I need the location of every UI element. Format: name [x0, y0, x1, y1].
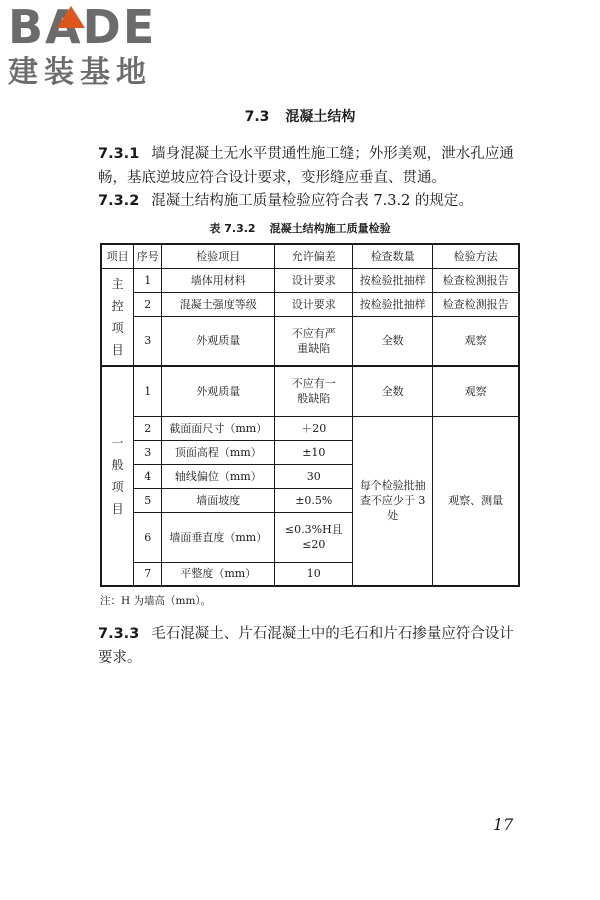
logo: [8, 2, 156, 90]
clause-text: 墙身混凝土无水平贯通性施工缝；外形美观，泄水孔应通畅，基底逆坡应符合设计要求，变形缝应垂直、贯通。: [98, 146, 514, 186]
row-tolerance: ≤0.3%H且≤20: [275, 512, 353, 562]
header-method: 检验方法: [433, 244, 519, 268]
clause-number: 7.3.1: [98, 146, 140, 162]
section-title: [0, 106, 600, 126]
clause-7-3-3: [98, 622, 528, 670]
header-item: 检验项目: [162, 244, 275, 268]
row-method: 观察: [433, 316, 519, 366]
row-tolerance: 不应有一般缺陷: [275, 366, 353, 416]
clause-7-3-2: [98, 189, 528, 213]
row-quantity: 按检验批抽样: [353, 268, 433, 292]
row-no: 6: [134, 512, 162, 562]
table-row: [101, 268, 519, 292]
row-tolerance: ±0.5%: [275, 488, 353, 512]
clause-number: 7.3.3: [98, 626, 140, 642]
logo-brand: BADE: [8, 0, 157, 54]
row-item: 外观质量: [162, 366, 275, 416]
row-item: 平整度（mm）: [162, 562, 275, 586]
quality-inspection-table: [100, 243, 520, 587]
row-tolerance: 设计要求: [275, 268, 353, 292]
group-label-main: 主控项目: [101, 268, 134, 366]
row-method: 观察: [433, 366, 519, 416]
row-quantity: 按检验批抽样: [353, 292, 433, 316]
row-tolerance: 10: [275, 562, 353, 586]
table-caption: [0, 220, 600, 236]
logo-accent-triangle: [57, 6, 85, 28]
row-quantity: 全数: [353, 316, 433, 366]
row-method: 检查检测报告: [433, 268, 519, 292]
row-tolerance: 30: [275, 464, 353, 488]
row-no: 5: [134, 488, 162, 512]
row-no: 1: [134, 366, 162, 416]
table-caption-title: 混凝土结构施工质量检验: [269, 222, 391, 235]
section-title-text: 混凝土结构: [285, 109, 356, 125]
row-tolerance: 设计要求: [275, 292, 353, 316]
row-tolerance: 不应有严重缺陷: [275, 316, 353, 366]
clause-text: 毛石混凝土、片石混凝土中的毛石和片石掺量应符合设计要求。: [98, 626, 514, 666]
row-item: 墙面垂直度（mm）: [162, 512, 275, 562]
clause-7-3-1: [98, 142, 528, 190]
clause-text: 混凝土结构施工质量检验应符合表 7.3.2 的规定。: [151, 193, 473, 209]
table-row: [101, 416, 519, 440]
row-no: 2: [134, 292, 162, 316]
row-item: 轴线偏位（mm）: [162, 464, 275, 488]
merged-method: 观察、测量: [433, 416, 519, 586]
row-item: 外观质量: [162, 316, 275, 366]
row-item: 混凝土强度等级: [162, 292, 275, 316]
table-note: 注：H 为墙高（mm）。: [100, 595, 212, 607]
table-row: [101, 292, 519, 316]
clause-number: 7.3.2: [98, 193, 140, 209]
row-no: 1: [134, 268, 162, 292]
table-row: [101, 316, 519, 366]
row-item: 截面面尺寸（mm）: [162, 416, 275, 440]
row-no: 2: [134, 416, 162, 440]
row-method: 检查检测报告: [433, 292, 519, 316]
row-no: 4: [134, 464, 162, 488]
section-number: 7.3: [244, 109, 270, 125]
table-row: [101, 366, 519, 416]
group-label-general: 一般项目: [101, 366, 134, 586]
row-item: 墙面坡度: [162, 488, 275, 512]
row-item: 墙体用材料: [162, 268, 275, 292]
merged-quantity: 每个检验批抽查不应少于 3 处: [353, 416, 433, 586]
row-tolerance: ＋20: [275, 416, 353, 440]
row-item: 顶面高程（mm）: [162, 440, 275, 464]
header-tolerance: 允许偏差: [275, 244, 353, 268]
header-group: 项目: [101, 244, 134, 268]
row-tolerance: ±10: [275, 440, 353, 464]
header-no: 序号: [134, 244, 162, 268]
row-no: 3: [134, 440, 162, 464]
table-header-row: [101, 244, 519, 268]
logo-subtitle: 建装基地: [8, 55, 152, 90]
row-no: 7: [134, 562, 162, 586]
table-caption-number: 表 7.3.2: [209, 222, 256, 235]
header-quantity: 检查数量: [353, 244, 433, 268]
row-no: 3: [134, 316, 162, 366]
page-number: 17: [493, 815, 514, 834]
row-quantity: 全数: [353, 366, 433, 416]
